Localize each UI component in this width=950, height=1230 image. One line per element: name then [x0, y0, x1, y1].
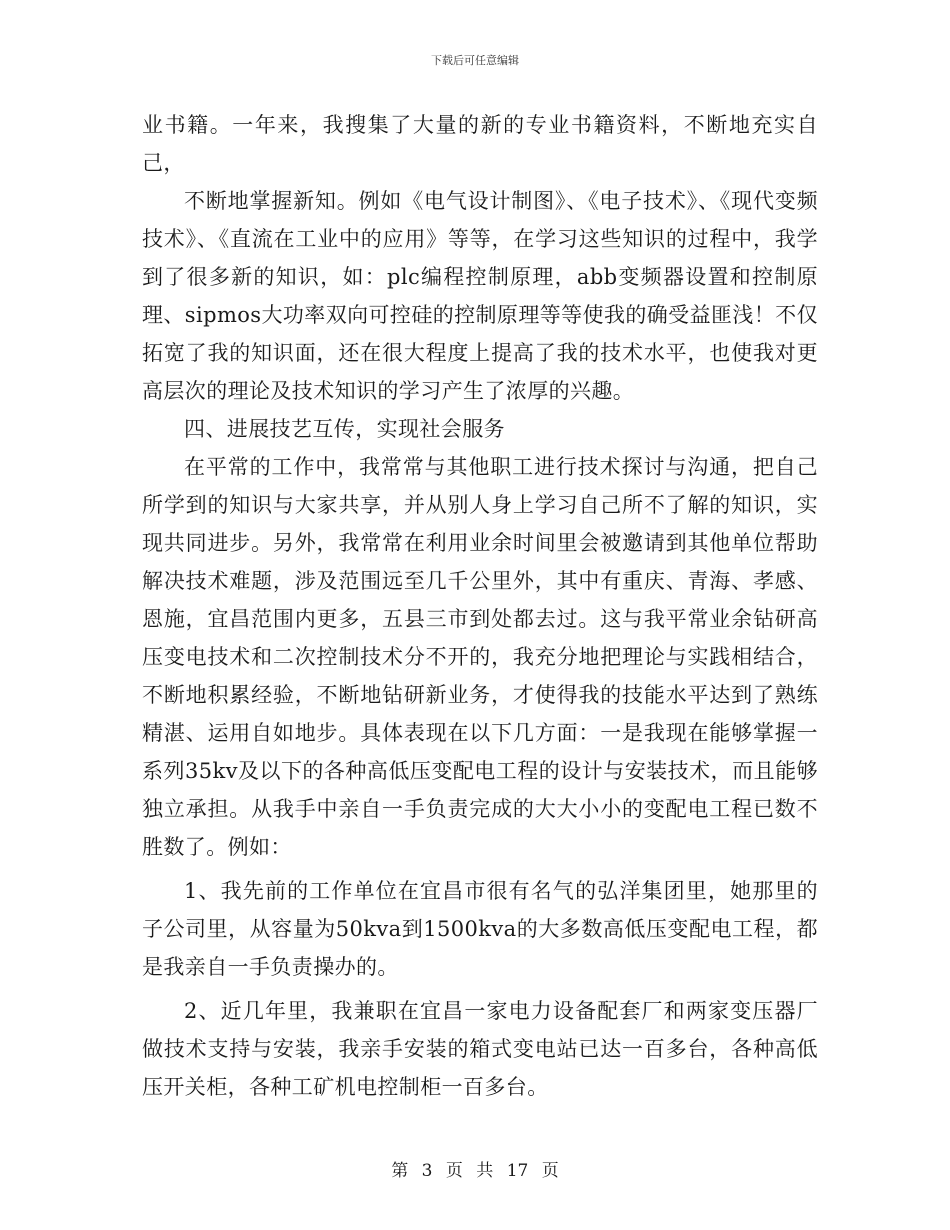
paragraph-item-2: 2、近几年里，我兼职在宜昌一家电力设备配套厂和两家变压器厂做技术支持与安装，我亲手安装的箱式变电站已达一百多台，各种高低压开关柜，各种工矿机电控制柜一百多台。 — [142, 999, 818, 1099]
section-heading: 四、进展技艺互传，实现社会服务 — [184, 417, 505, 441]
document-body — [142, 106, 818, 1106]
paragraph-continuation: 业书籍。一年来，我搜集了大量的新的专业书籍资料，不断地充实自己， — [142, 113, 818, 175]
paragraph-new-knowledge: 不断地掌握新知。例如《电气设计制图》、《电子技术》、《现代变频技术》、《直流在工业中的应用》等等，在学习这些知识的过程中，我学到了很多新的知识，如：plc编程控制原理，abb变频器设置和控制原理、sipmos大功率双向可控硅的控制原理等等使我的确受益匪浅！不仅拓宽了我的知识面，还在很大程度上提高了我的技术水平，也使我对更高层次的理论及技术知识的学习产生了浓厚的兴趣。 — [142, 189, 818, 403]
paragraph-technical-exchange: 在平常的工作中，我常常与其他职工进行技术探讨与沟通，把自己所学到的知识与大家共享，并从别人身上学习自己所不了解的知识，实现共同进步。另外，我常常在利用业余时间里会被邀请到其他单位帮助解决技术难题，涉及范围远至几千公里外，其中有重庆、青海、孝感、恩施，宜昌范围内更多，五县三市到处都去过。这与我平常业余钻研高压变电技术和二次控制技术分不开的，我充分地把理论与实践相结合，不断地积累经验，不断地钻研新业务，才使得我的技能水平达到了熟练精湛、运用自如地步。具体表现在以下几方面：一是我现在能够掌握一系列35kv及以下的各种高低压变配电工程的设计与安装技术，而且能够独立承担。从我手中亲自一手负责完成的大大小小的变配电工程已数不胜数了。例如： — [142, 455, 818, 859]
page-number: 第 3 页 共 17 页 — [391, 1161, 559, 1181]
page-header-note: 下载后可任意编辑 — [431, 54, 519, 67]
paragraph-item-1: 1、我先前的工作单位在宜昌市很有名气的弘洋集团里，她那里的子公司里，从容量为50kva到1500kva的大多数高低压变配电工程，都是我亲自一手负责操办的。 — [142, 879, 818, 979]
